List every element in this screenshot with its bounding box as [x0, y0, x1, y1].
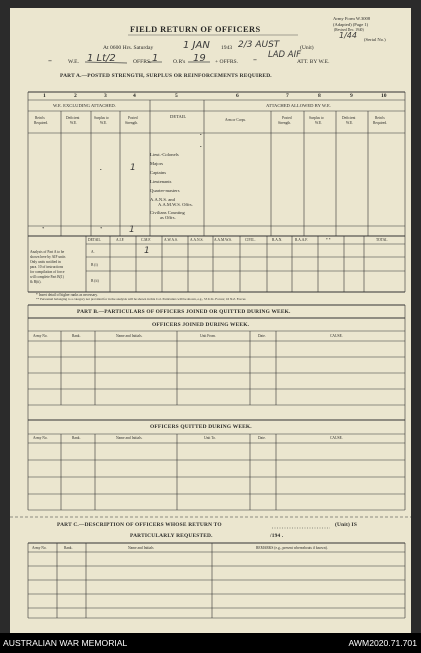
analysis-note-4: para. 10 of instructions — [30, 265, 64, 269]
offrs-label: OFFRS. — [133, 59, 152, 65]
analysis-row-b2: B (ii) — [91, 279, 99, 283]
serial-handwritten: 1/44 — [339, 31, 357, 40]
analysis-awas-header: A.W.A.S. — [164, 238, 178, 242]
we-label: W.E. — [68, 59, 79, 65]
rank-captains: Captains — [150, 170, 167, 175]
analysis-note-5: for compilation of force — [30, 270, 65, 274]
deficient-header: Deficient — [66, 116, 80, 120]
analysis-aif-header: A.I.F. — [116, 238, 125, 242]
analysis-cmf-header: C.M.F. — [141, 238, 151, 242]
unit-label: (Unit) — [300, 45, 314, 51]
part-c-unit-label: (Unit) IS — [335, 522, 358, 528]
or-handwritten: 19 — [193, 53, 206, 64]
part-c-name-header: Name and Initials — [128, 546, 154, 550]
form-ref-1: Army Form W.3008 — [333, 16, 371, 21]
rank-quartermasters: Quarter-masters — [150, 188, 180, 193]
dash-mark-2: – — [253, 55, 257, 64]
analysis-note-6: will complete Part B(1) — [30, 275, 64, 279]
date-handwritten: 1 JAN — [183, 40, 210, 51]
serial-label: (Serial No.) — [364, 37, 386, 42]
joined-date-header: Date. — [258, 334, 266, 338]
att-rein-header: Rein'ts — [375, 116, 385, 120]
analysis-note-2: shown here by AIF units — [30, 255, 66, 259]
analysis-note-1: Analysis of Part A to be — [30, 250, 65, 254]
arm-corps-header: Arm or Corps. — [225, 118, 246, 122]
dot-mark-3: • — [100, 167, 102, 172]
col-number-6: 6 — [236, 93, 239, 99]
dash-mark-1: – — [48, 56, 52, 65]
joined-army-no-header: Army No. — [33, 334, 48, 338]
at-hours-label: At 0600 Hrs. Saturday — [103, 45, 154, 51]
part-b-heading: PART B.—PARTICULARS OF OFFICERS JOINED OR QUITTED DURING WEEK. — [77, 309, 291, 315]
footnote-1: * Insert detail of higher ranks as necessary. — [36, 293, 98, 297]
analysis-ran-header: R.A.N. — [272, 238, 283, 242]
att-rein-header-2: Required. — [373, 121, 388, 125]
col-number-9: 9 — [350, 93, 353, 99]
archive-name: AUSTRALIAN WAR MEMORIAL — [3, 638, 128, 648]
we-excluding-attached-label: W.E. EXCLUDING ATTACHED. — [53, 103, 116, 108]
total-mark-1: * — [42, 226, 45, 231]
we-handwritten: 1 Lt/2 — [87, 53, 116, 64]
form-title: FIELD RETURN OF OFFICERS — [130, 25, 261, 34]
att-surplus-header-2: W.E. — [315, 121, 323, 125]
part-c-army-no-header: Army No. — [32, 546, 47, 550]
attached-allowed-label: ATTACHED ALLOWED BY W.E. — [266, 103, 331, 108]
analysis-raaf-header: R.A.A.F. — [295, 238, 308, 242]
or-label: O.R's — [173, 59, 186, 65]
posted-header-2: Strength. — [125, 121, 139, 125]
joined-heading: OFFICERS JOINED DURING WEEK. — [152, 322, 250, 328]
analysis-detail-header: DETAIL — [88, 238, 101, 242]
rank-aans: A.A.N.S. and — [150, 197, 175, 202]
part-c-heading: PART C.—DESCRIPTION OF OFFICERS WHOSE RETURN TO — [57, 522, 222, 528]
joined-rank-header: Rank. — [72, 334, 81, 338]
detail-label: DETAIL — [170, 114, 187, 119]
unit-handwritten-2: LAD AIF — [268, 50, 302, 60]
surplus-header-2: W.E. — [100, 121, 108, 125]
analysis-note-3: Only units notified in — [30, 260, 61, 264]
att-by-we-label: ATT. BY W.E. — [297, 59, 330, 65]
analysis-other-header: * * — [326, 238, 331, 242]
col-number-2: 2 — [74, 93, 77, 99]
quitted-unit-to-header: Unit To. — [204, 436, 216, 440]
deficient-header-2: W.E. — [70, 121, 78, 125]
rank-lt-colonels: Lieut.-Colonels — [150, 152, 179, 157]
part-c-requested: PARTICULARLY REQUESTED. — [130, 533, 213, 539]
rein-required-header-2: Required. — [34, 121, 49, 125]
rein-required-header: Rein'ts — [35, 116, 45, 120]
total-mark-2: * — [100, 226, 103, 231]
quitted-name-header: Name and Initials. — [116, 436, 143, 440]
analysis-total-header: TOTAL — [376, 238, 388, 242]
col-number-1: 1 — [43, 93, 46, 99]
rank-majors: Majors — [150, 161, 164, 166]
joined-cause-header: CAUSE. — [330, 334, 343, 338]
col-number-10: 10 — [381, 93, 387, 99]
footnote-2: ** Personnel belonging to a category not provided for in the analysis will be shown in this Col. Particulars will be shown, e.g., 53 U.K. Forces; 16 N.Z. Forces — [36, 297, 246, 301]
col-number-8: 8 — [318, 93, 321, 99]
rank-civilians: Civilians Counting — [150, 210, 185, 215]
quitted-army-no-header: Army No. — [33, 436, 48, 440]
surplus-header: Surplus to — [94, 116, 109, 120]
att-surplus-header: Surplus to — [309, 116, 324, 120]
part-c-rank-header: Rank. — [64, 546, 73, 550]
analysis-row-a: A. — [91, 250, 95, 254]
quitted-rank-header: Rank. — [72, 436, 81, 440]
posted-lieutenants-handwritten: 1 — [130, 163, 136, 173]
analysis-aamws-header: A.A.M.W.S. — [214, 238, 232, 242]
analysis-row-b1: B (i) — [91, 263, 98, 267]
joined-unit-from-header: Unit From. — [200, 334, 216, 338]
form-ref-2: (Adapted) (Page 1) — [333, 22, 369, 27]
accession-number: AWM2020.71.701 — [348, 638, 417, 648]
rank-lieutenants: Lieutenants — [150, 179, 172, 184]
year-label: 1943 — [221, 45, 233, 51]
att-deficient-header-2: W.E. — [346, 121, 354, 125]
rank-aamws: A.A.M.W.S. Offrs. — [158, 202, 193, 207]
quitted-date-header: Date. — [258, 436, 266, 440]
unit-handwritten-1: 2/3 AUST — [238, 40, 280, 50]
analysis-civil-header: CIVIL. — [245, 238, 256, 242]
quitted-cause-header: CAUSE. — [330, 436, 343, 440]
att-posted-header-2: Strength. — [278, 121, 292, 125]
col-number-5: 5 — [175, 93, 178, 99]
part-c-remarks-header: REMARKS (e.g., present whereabouts if known). — [256, 546, 328, 550]
form-ref-3: (Revised Dec. 1940) — [334, 28, 364, 32]
joined-name-header: Name and Initials. — [116, 334, 143, 338]
analysis-aif-handwritten: 1 — [144, 246, 150, 256]
att-deficient-header: Deficient — [342, 116, 356, 120]
dot-mark-2: • — [200, 144, 202, 149]
offrs-handwritten: 1 — [152, 53, 159, 64]
quitted-heading: OFFICERS QUITTED DURING WEEK. — [150, 424, 252, 430]
analysis-note-7: & B(ii). — [30, 280, 42, 284]
col-number-3: 3 — [104, 93, 107, 99]
rank-civilians-2: as Offrs. — [160, 215, 176, 220]
analysis-aans-header: A.A.N.S. — [190, 238, 204, 242]
dot-mark-1: • — [200, 132, 202, 137]
att-posted-header: Posted — [282, 116, 292, 120]
part-a-heading: PART A.—POSTED STRENGTH, SURPLUS OR REINFORCEMENTS REQUIRED. — [60, 73, 272, 79]
posted-total-handwritten: 1 — [129, 225, 135, 235]
col-number-4: 4 — [133, 93, 136, 99]
plus-offrs-label: + OFFRS. — [215, 59, 239, 65]
part-c-date: /194 . — [270, 533, 284, 539]
posted-header: Posted — [128, 116, 138, 120]
archive-footer-bar — [0, 633, 421, 653]
col-number-7: 7 — [286, 93, 289, 99]
